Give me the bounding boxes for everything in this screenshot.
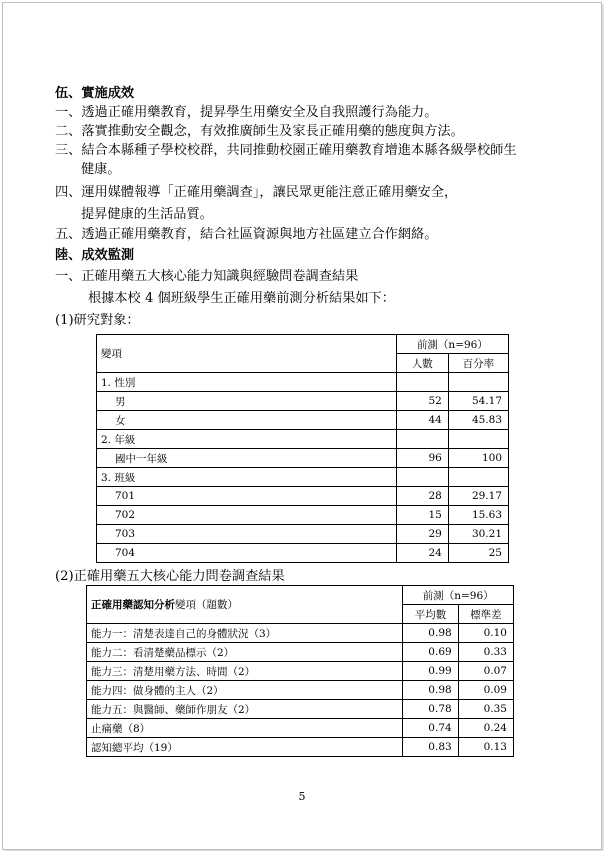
section6-sub1: 一、正確用藥五大核心能力知識與經驗問卷調查結果 bbox=[55, 269, 359, 284]
table-row: 能力二：看清楚藥品標示（2） 0.69 0.33 bbox=[87, 643, 514, 662]
table-row: 止痛藥（8） 0.74 0.24 bbox=[87, 719, 514, 738]
table-row: 能力五：與醫師、藥師作朋友（2） 0.78 0.35 bbox=[87, 700, 514, 719]
section5-item-2: 二、落實推動安全觀念，有效推廣師生及家長正確用藥的態度與方法。 bbox=[55, 124, 464, 139]
table-row: 能力四：做身體的主人（2） 0.98 0.09 bbox=[87, 681, 514, 700]
table-row: 能力三：清楚用藥方法、時間（2） 0.99 0.07 bbox=[87, 662, 514, 681]
table1-header-a: 人數 bbox=[396, 354, 448, 373]
table1-header-group: 前測（n=96） bbox=[396, 335, 508, 354]
table-row: 認知總平均（19） 0.83 0.13 bbox=[87, 738, 514, 757]
table-row: 3. 班級 bbox=[97, 468, 509, 487]
table-row: 2. 年級 bbox=[97, 430, 509, 449]
table2-header-group: 前測（n=96） bbox=[403, 586, 514, 605]
part2-title: (2)正確用藥五大核心能力問卷調查結果 bbox=[55, 569, 285, 584]
section6-heading: 陸、成效監測 bbox=[55, 248, 135, 263]
table-row: 704 24 25 bbox=[97, 544, 509, 563]
table-row: 能力一：清楚表達自己的身體狀況（3） 0.98 0.10 bbox=[87, 624, 514, 643]
table-row: 1. 性別 bbox=[97, 373, 509, 392]
table2-header-b: 標準差 bbox=[458, 605, 513, 624]
table1-header-b: 百分率 bbox=[448, 354, 508, 373]
table-row: 702 15 15.63 bbox=[97, 506, 509, 525]
part1-title: (1)研究對象： bbox=[55, 313, 140, 328]
section5-item-3-cont: 健康。 bbox=[81, 162, 121, 177]
section5-item-4-cont: 提昇健康的生活品質。 bbox=[81, 207, 213, 222]
competency-table bbox=[86, 585, 514, 757]
section5-heading: 伍、實施成效 bbox=[55, 86, 135, 101]
table2-header-item: 正確用藥認知分析變項（題數） bbox=[87, 586, 403, 624]
section6-intro: 根據本校 4 個班級學生正確用藥前測分析結果如下： bbox=[88, 291, 395, 306]
table-row: 701 28 29.17 bbox=[97, 487, 509, 506]
table2-header-a: 平均數 bbox=[403, 605, 458, 624]
table-row: 男 52 54.17 bbox=[97, 392, 509, 411]
section5-item-5: 五、透過正確用藥教育，結合社區資源與地方社區建立合作網絡。 bbox=[55, 227, 438, 242]
demographics-table bbox=[96, 334, 509, 563]
section5-item-3: 三、結合本縣種子學校校群，共同推動校園正確用藥教育增進本縣各級學校師生 bbox=[55, 143, 517, 158]
table-row: 703 29 30.21 bbox=[97, 525, 509, 544]
section5-item-1: 一、透過正確用藥教育，提昇學生用藥安全及自我照護行為能力。 bbox=[55, 105, 438, 120]
table-row: 國中一年級 96 100 bbox=[97, 449, 509, 468]
section5-item-4: 四、運用媒體報導「正確用藥調查」，讓民眾更能注意正確用藥安全， bbox=[55, 185, 458, 200]
table1-header-item: 變項 bbox=[97, 335, 397, 373]
table-row: 女 44 45.83 bbox=[97, 411, 509, 430]
page-number: 5 bbox=[298, 790, 306, 803]
